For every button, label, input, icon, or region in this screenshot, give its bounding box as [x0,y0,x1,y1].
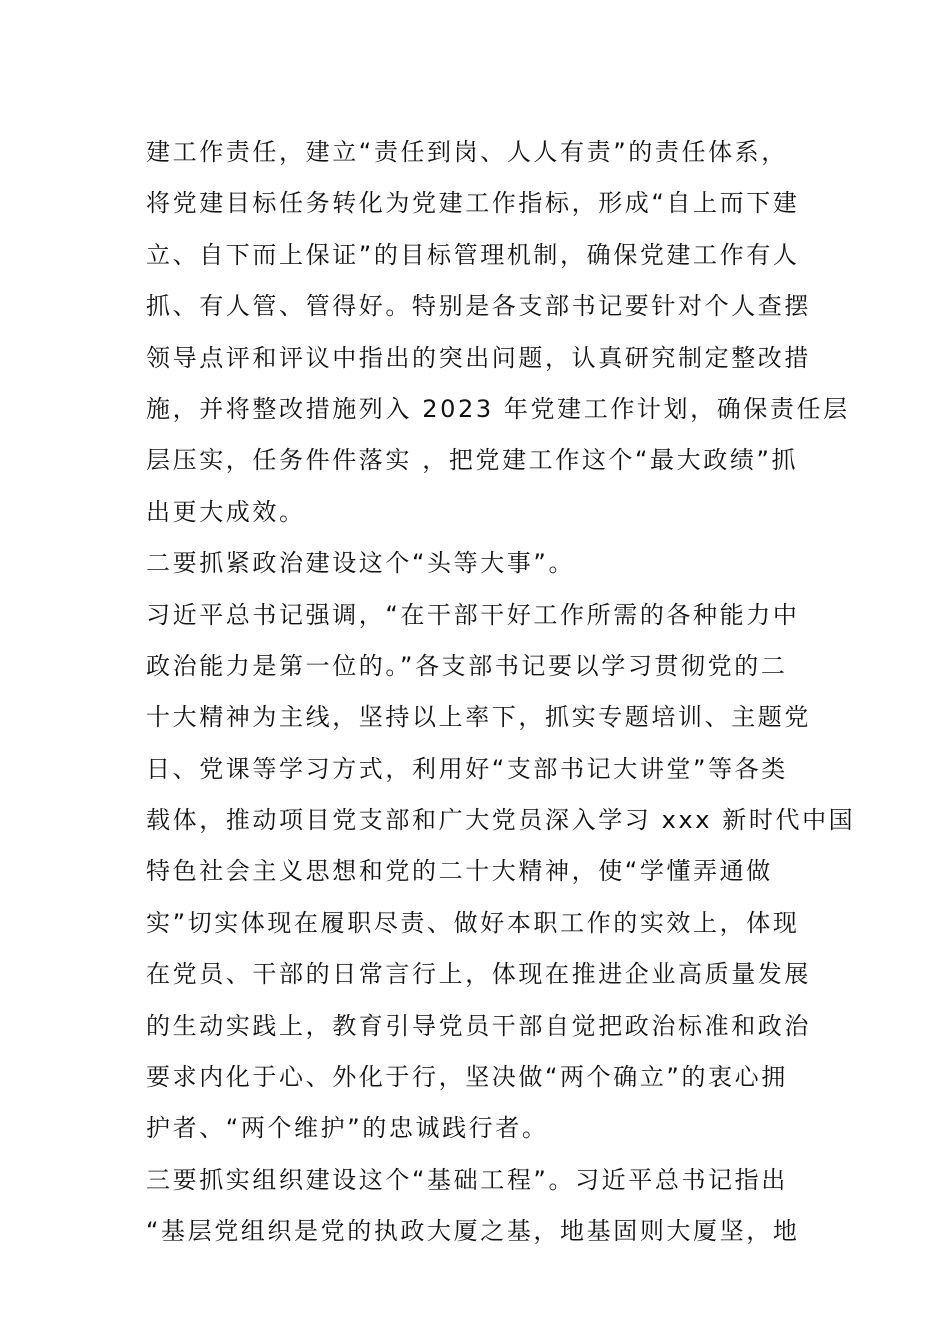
text-line-17: 在党员、干部的日常言行上，体现在推进企业高质量发展 [146,960,811,989]
section-heading-3: 三要抓实组织建设这个“基础工程”。习近平总书记指出 [146,1165,788,1194]
text-line-5: 领导点评和评议中指出的突出问题，认真研究制定整改措 [146,343,811,372]
text-line-19: 要求内化于心、外化于行，坚决做“两个确立”的衷心拥 [146,1063,788,1092]
text-line-12: 十大精神为主线，坚持以上率下，抓实专题培训、主题党 [146,703,811,732]
text-line-3: 立、自下而上保证”的目标管理机制，确保党建工作有人 [146,240,800,269]
text-line-14: 载体，推动项目党支部和广大党员深入学习 xxx 新时代中国 [146,806,856,835]
section-heading-2: 二要抓紧政治建设这个“头等大事”。 [146,549,576,578]
text-line-6: 施，并将整改措施列入 2023 年党建工作计划，确保责任层 [146,394,850,423]
body-text [146,127,856,1258]
text-line-1: 建工作责任，建立“责任到岗、人人有责”的责任体系， [146,138,788,166]
text-line-16: 实”切实体现在履职尽责、做好本职工作的实效上，体现 [146,908,800,937]
text-line-8: 出更大成效。 [146,497,306,526]
text-line-20: 护者、“两个维护”的忠诚践行者。 [146,1114,549,1143]
text-line-2: 将党建目标任务转化为党建工作指标，形成“自上而下建 [146,189,800,218]
text-line-10: 习近平总书记强调，“在干部干好工作所需的各种能力中 [146,600,800,629]
text-line-4: 抓、有人管、管得好。特别是各支部书记要针对个人查摆 [146,292,811,321]
text-line-22: “基层党组织是党的执政大厦之基，地基固则大厦坚，地 [146,1217,800,1246]
text-line-15: 特色社会主义思想和党的二十大精神，使“学懂弄通做 [146,857,773,886]
text-line-18: 的生动实践上，教育引导党员干部自觉把政治标准和政治 [146,1011,811,1040]
text-line-7: 层压实，任务件件落实 ，把党建工作这个“最大政绩”抓 [146,446,799,475]
text-line-11: 政治能力是第一位的。”各支部书记要以学习贯彻党的二 [146,651,788,680]
text-line-13: 日、党课等学习方式，利用好“支部书记大讲堂”等各类 [146,754,788,783]
